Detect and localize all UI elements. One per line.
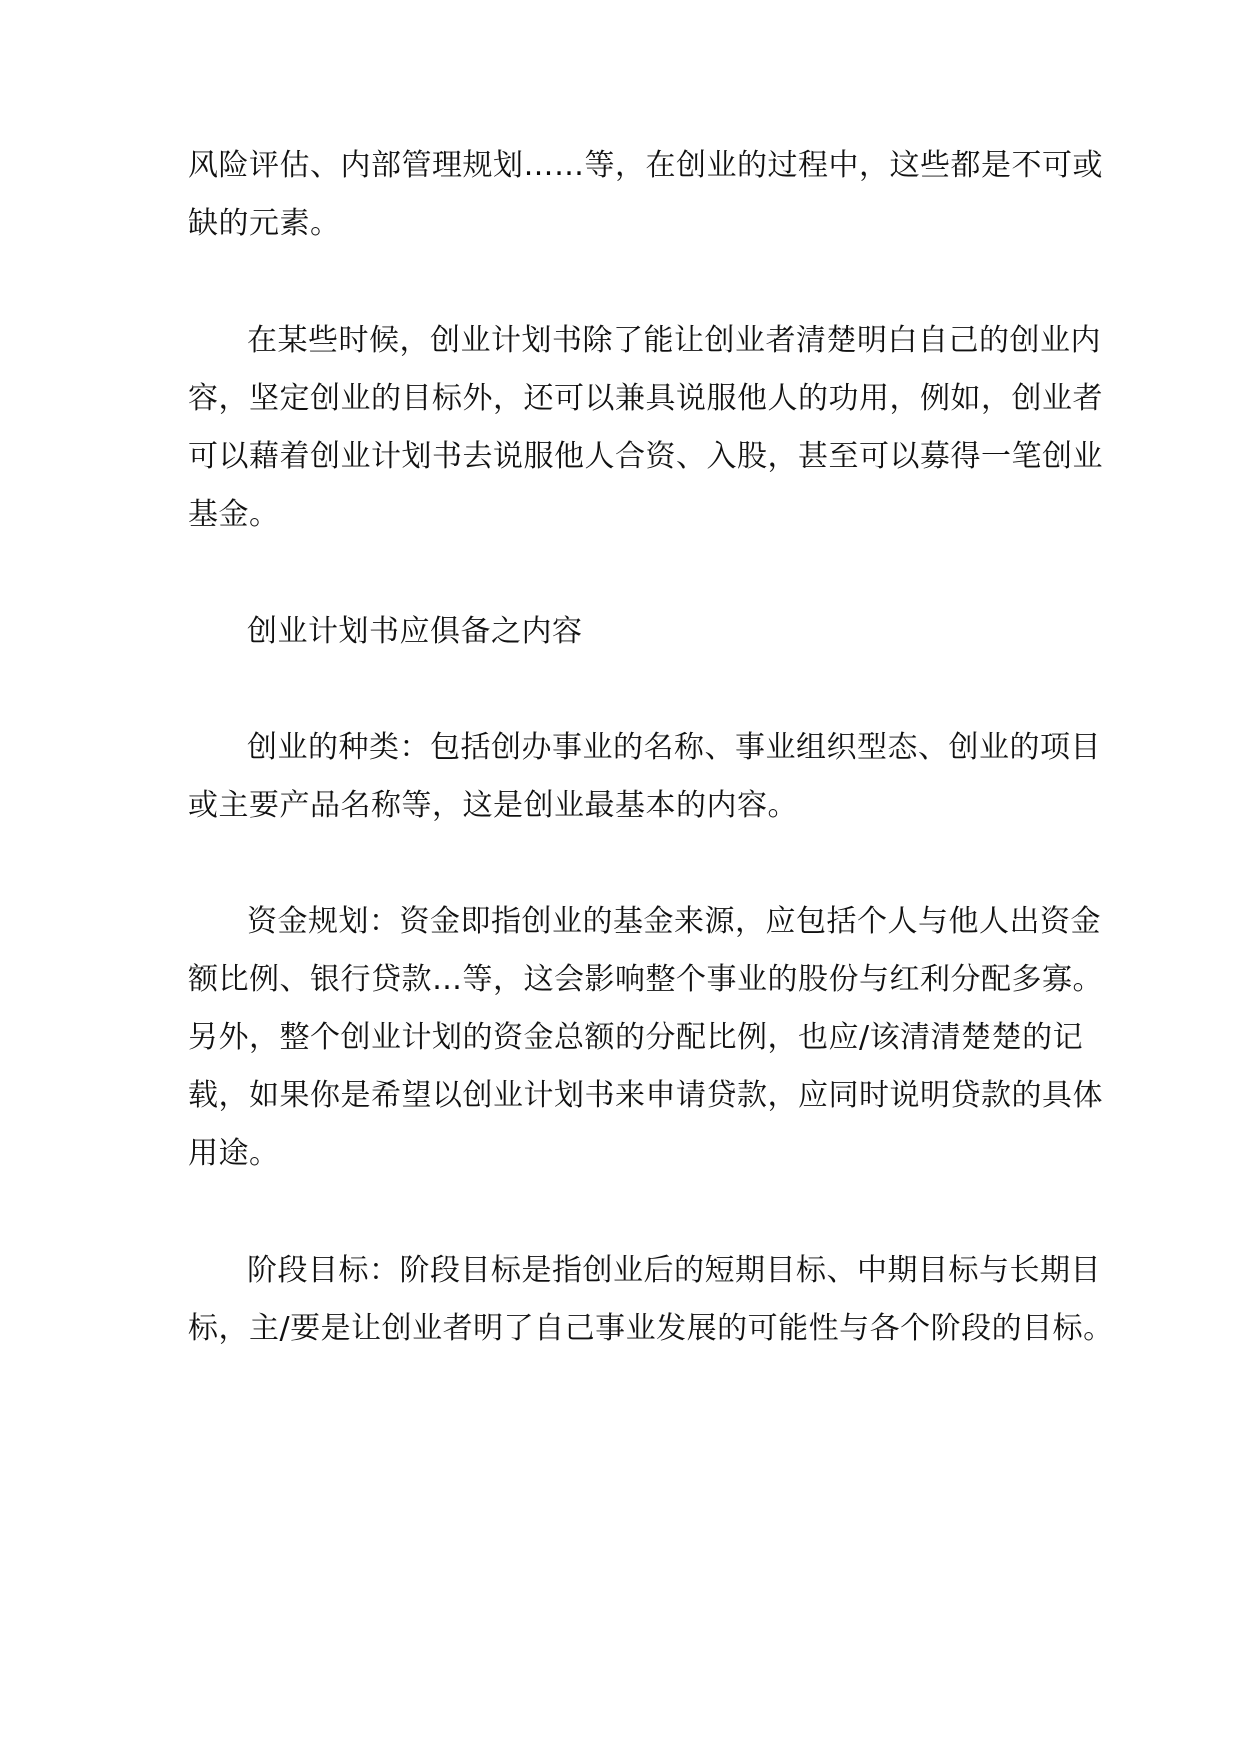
paragraph-5-line-2: 额比例、银行贷款…等，这会影响整个事业的股份与红利分配多寡。 [188,962,1103,997]
paragraph-4-line-2: 或主要产品名称等，这是创业最基本的内容。 [188,788,798,823]
paragraph-2-line-1: 在某些时候，创业计划书除了能让创业者清楚明白自己的创业内 [247,323,1101,358]
paragraph-6-line-2: 标，主/要是让创业者明了自己事业发展的可能性与各个阶段的目标。 [188,1311,1114,1346]
paragraph-5-line-3: 另外，整个创业计划的资金总额的分配比例，也应/该清清楚楚的记 [188,1020,1084,1055]
paragraph-4-line-1: 创业的种类：包括创办事业的名称、事业组织型态、创业的项目 [247,730,1101,765]
paragraph-1-line-1: 风险评估、内部管理规划……等，在创业的过程中，这些都是不可或 [188,148,1103,183]
paragraph-5-line-4: 载，如果你是希望以创业计划书来申请贷款，应同时说明贷款的具体 [188,1078,1103,1113]
paragraph-5-line-1: 资金规划：资金即指创业的基金来源，应包括个人与他人出资金 [247,904,1101,939]
paragraph-1-line-2: 缺的元素。 [188,206,341,241]
section-heading: 创业计划书应俱备之内容 [247,614,583,649]
paragraph-2-line-3: 可以藉着创业计划书去说服他人合资、入股，甚至可以募得一笔创业 [188,439,1103,474]
paragraph-6-line-1: 阶段目标：阶段目标是指创业后的短期目标、中期目标与长期目 [247,1253,1101,1288]
paragraph-2-line-2: 容，坚定创业的目标外，还可以兼具说服他人的功用，例如，创业者 [188,381,1103,416]
paragraph-5-line-5: 用途。 [188,1136,280,1171]
paragraph-2-line-4: 基金。 [188,497,280,532]
